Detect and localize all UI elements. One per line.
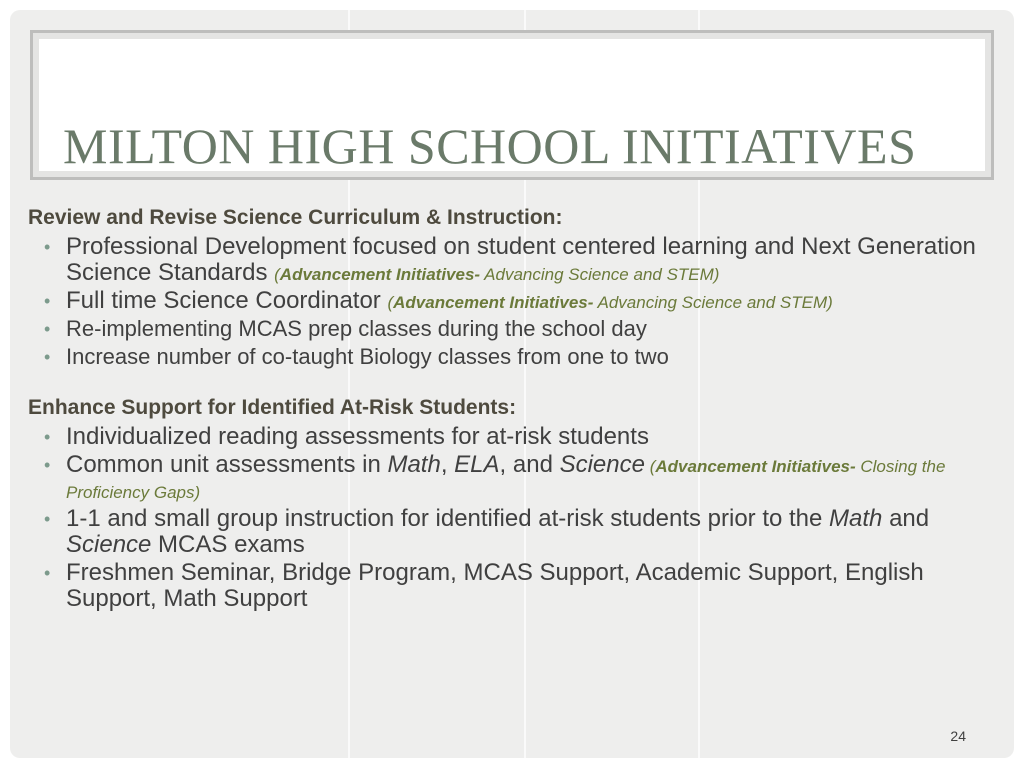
bullet-icon: • xyxy=(44,563,51,583)
section-heading-at-risk: Enhance Support for Identified At-Risk Students: xyxy=(28,396,517,419)
bullet-icon: • xyxy=(44,455,51,475)
title-box xyxy=(39,39,985,174)
list-item xyxy=(28,316,988,342)
note-italic: Closing the Proficiency Gaps) xyxy=(66,457,946,502)
bullet-icon: • xyxy=(44,237,51,257)
item-math: Math xyxy=(829,505,883,532)
note-bold: Advancement Initiatives- xyxy=(655,457,856,476)
page-number: 24 xyxy=(950,728,966,744)
item-ela: ELA xyxy=(454,451,500,478)
item-text: Full time Science Coordinator xyxy=(66,287,388,314)
note-paren: ( xyxy=(644,457,656,476)
item-text: Professional Development focused on student centered learning and Next Generation Science Standards xyxy=(66,233,976,286)
item-text: Re-implementing MCAS prep classes during the school day xyxy=(66,316,647,341)
slide-title: MILTON HIGH SCHOOL INITIATIVES xyxy=(63,118,917,174)
list-item xyxy=(28,424,988,450)
item-note xyxy=(387,293,832,312)
note-bold: Advancement Initiatives- xyxy=(393,293,594,312)
bullet-icon: • xyxy=(44,509,51,529)
list-item xyxy=(28,560,988,612)
bullet-list-science xyxy=(28,234,988,370)
item-and: and xyxy=(882,505,930,532)
slide xyxy=(10,10,1014,758)
item-post: MCAS exams xyxy=(151,531,305,558)
item-science: Science xyxy=(66,531,152,558)
note-bold: Advancement Initiatives- xyxy=(279,265,481,284)
item-note xyxy=(274,265,719,284)
item-text: Common unit assessments in xyxy=(66,451,388,478)
note-italic: Advancing Science and STEM) xyxy=(593,293,833,312)
list-item xyxy=(28,234,988,286)
list-item xyxy=(28,288,988,314)
item-text: Freshmen Seminar, Bridge Program, MCAS Support, Academic Support, English Support, Math Support xyxy=(66,559,924,612)
list-item xyxy=(28,506,988,558)
list-item xyxy=(28,344,988,370)
item-science: Science xyxy=(559,451,645,478)
note-italic: Advancing Science and STEM) xyxy=(480,265,720,284)
bullet-list-at-risk xyxy=(28,424,988,612)
bullet-icon: • xyxy=(44,427,51,447)
bullet-icon: • xyxy=(44,319,51,339)
bullet-icon: • xyxy=(44,291,51,311)
note-paren: ( xyxy=(274,265,280,284)
list-item xyxy=(28,452,988,504)
item-comma: , xyxy=(440,451,455,478)
title-frame xyxy=(30,30,994,180)
bullet-icon: • xyxy=(44,347,51,367)
item-text: Increase number of co-taught Biology classes from one to two xyxy=(66,344,669,369)
item-math: Math xyxy=(387,451,441,478)
note-paren: ( xyxy=(387,293,394,312)
section-heading-science: Review and Revise Science Curriculum & Instruction: xyxy=(28,206,563,229)
item-and: , and xyxy=(499,451,560,478)
item-text: 1-1 and small group instruction for identified at-risk students prior to the xyxy=(66,505,830,532)
slide-content xyxy=(28,204,988,614)
item-text: Individualized reading assessments for at-risk students xyxy=(66,423,649,450)
